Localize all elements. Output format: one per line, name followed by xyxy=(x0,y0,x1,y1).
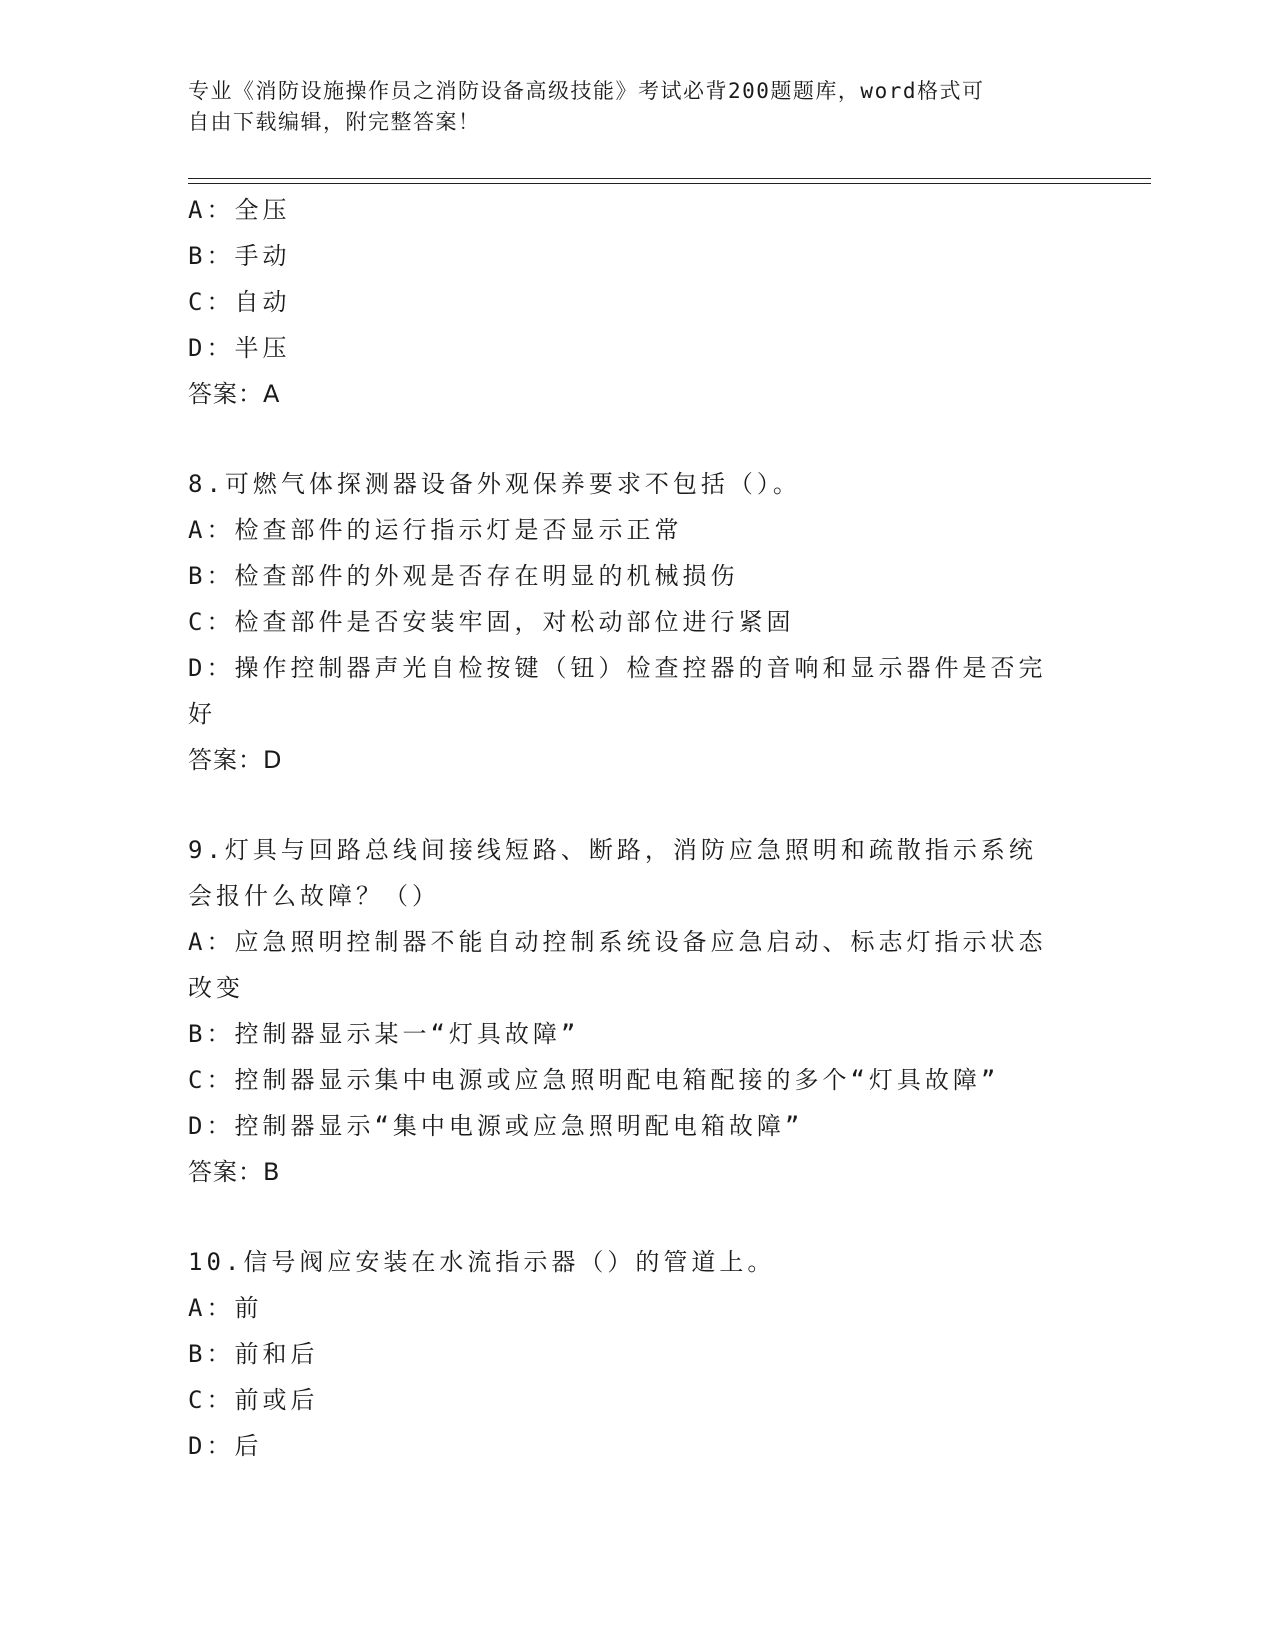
option-a: A：应急照明控制器不能自动控制系统设备应急启动、标志灯指示状态 xyxy=(188,928,1047,956)
spacer xyxy=(188,783,1088,827)
option-d-continued: 好 xyxy=(188,700,216,728)
answer-line: 答案：A xyxy=(188,380,281,408)
option-c: C：自动 xyxy=(188,288,291,316)
answer-line: 答案：B xyxy=(188,1158,281,1186)
header-divider-top xyxy=(188,178,1151,179)
spacer xyxy=(188,1195,1088,1239)
question-text: 10.信号阀应安装在水流指示器（）的管道上。 xyxy=(188,1248,776,1276)
option-b: B：手动 xyxy=(188,242,291,270)
header-line-1: 专业《消防设施操作员之消防设备高级技能》考试必背200题题库，word格式可 xyxy=(188,79,985,103)
question-10-block xyxy=(188,1239,1088,1469)
option-d: D：后 xyxy=(188,1432,263,1460)
option-a: A：前 xyxy=(188,1294,263,1322)
question-text-continued: 会报什么故障？（） xyxy=(188,882,440,910)
header-divider-bottom xyxy=(188,183,1151,184)
option-b: B：前和后 xyxy=(188,1340,319,1368)
option-b: B：控制器显示某一“灯具故障” xyxy=(188,1020,580,1048)
answer-line: 答案：D xyxy=(188,746,283,774)
option-a: A：检查部件的运行指示灯是否显示正常 xyxy=(188,516,683,544)
question-7-block xyxy=(188,187,1088,417)
option-d: D：操作控制器声光自检按键（钮）检查控器的音响和显示器件是否完 xyxy=(188,654,1047,682)
question-text: 9.灯具与回路总线间接线短路、断路，消防应急照明和疏散指示系统 xyxy=(188,836,1037,864)
header-line-2: 自由下载编辑，附完整答案！ xyxy=(188,110,481,134)
option-a: A：全压 xyxy=(188,196,291,224)
question-text: 8.可燃气体探测器设备外观保养要求不包括（）。 xyxy=(188,470,801,498)
option-b: B：检查部件的外观是否存在明显的机械损伤 xyxy=(188,562,739,590)
question-list xyxy=(188,187,1088,1469)
document-header xyxy=(188,76,1088,138)
option-c: C：检查部件是否安装牢固，对松动部位进行紧固 xyxy=(188,608,795,636)
spacer xyxy=(188,417,1088,461)
option-a-continued: 改变 xyxy=(188,974,244,1002)
option-d: D：半压 xyxy=(188,334,291,362)
question-9-block xyxy=(188,827,1088,1195)
option-c: C：控制器显示集中电源或应急照明配电箱配接的多个“灯具故障” xyxy=(188,1066,1000,1094)
option-c: C：前或后 xyxy=(188,1386,319,1414)
option-d: D：控制器显示“集中电源或应急照明配电箱故障” xyxy=(188,1112,804,1140)
question-8-block xyxy=(188,461,1088,783)
